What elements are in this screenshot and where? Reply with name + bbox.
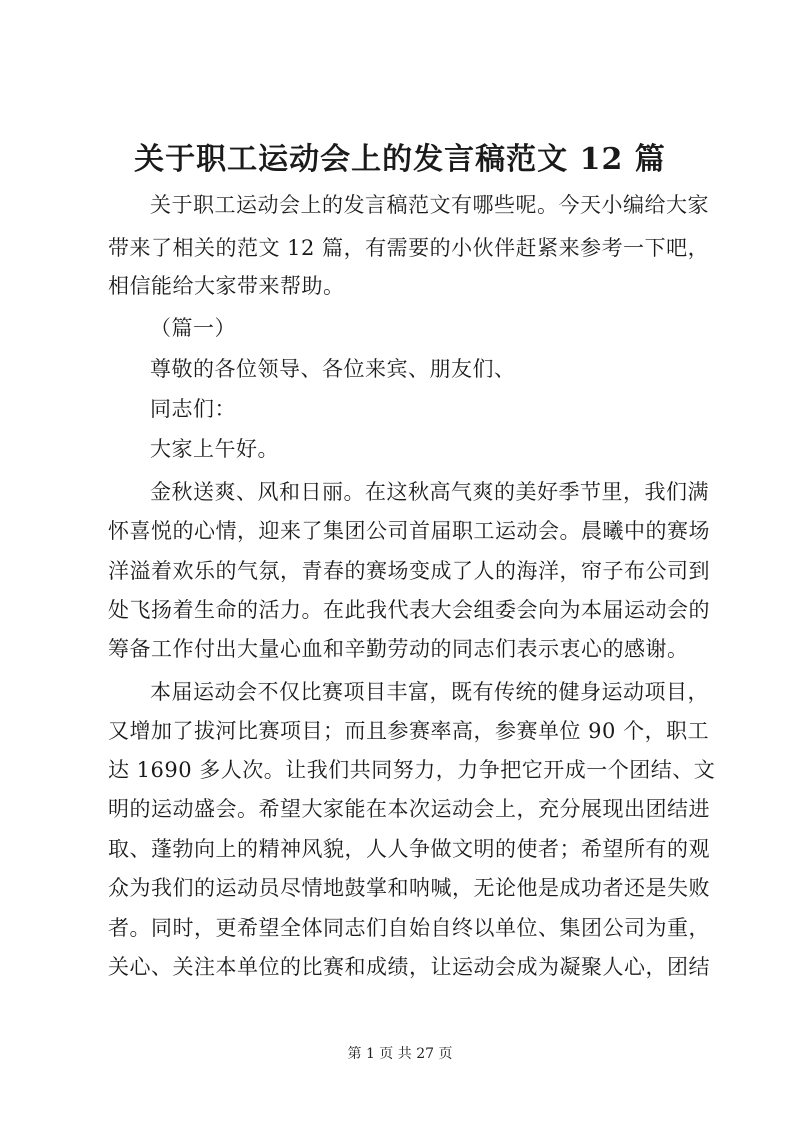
greeting-line: 大家上午好。	[150, 437, 279, 461]
paragraph-line: 怀喜悦的心情，迎来了集团公司首届职工运动会。晨曦中的赛场	[108, 519, 710, 543]
salutation-line: 尊敬的各位领导、各位来宾、朋友们、	[150, 357, 516, 381]
document-title: 关于职工运动会上的发言稿范文 12 篇	[134, 142, 666, 177]
paragraph-line: 本届运动会不仅比赛项目丰富，既有传统的健身运动项目，	[150, 680, 709, 704]
paragraph-line: 达 1690 多人次。让我们共同努力，力争把它开成一个团结、文	[108, 758, 716, 782]
paragraph-line: 金秋送爽、风和日丽。在这秋高气爽的美好季节里，我们满	[150, 480, 709, 504]
page-number-footer: 第 1 页 共 27 页	[347, 1046, 453, 1062]
paragraph-line: 取、蓬勃向上的精神风貌，人人争做文明的使者；希望所有的观	[108, 837, 710, 861]
section-heading: （篇一）	[150, 316, 236, 340]
paragraph-line: 关心、关注本单位的比赛和成绩，让运动会成为凝聚人心，团结	[108, 955, 710, 979]
paragraph-line: 处飞扬着生命的活力。在此我代表大会组委会向为本届运动会的	[108, 598, 710, 622]
paragraph-line: 众为我们的运动员尽情地鼓掌和呐喊，无论他是成功者还是失败	[108, 876, 710, 900]
paragraph-line: 筹备工作付出大量心血和辛勤劳动的同志们表示衷心的感谢。	[108, 637, 689, 661]
salutation-line: 同志们：	[150, 397, 236, 421]
paragraph-line: 关于职工运动会上的发言稿范文有哪些呢。今天小编给大家	[150, 193, 709, 217]
paragraph-line: 又增加了拔河比赛项目；而且参赛率高，参赛单位 90 个，职工	[108, 719, 710, 743]
paragraph-line: 洋溢着欢乐的气氛，青春的赛场变成了人的海洋，帘子布公司到	[108, 559, 710, 583]
paragraph-line: 带来了相关的范文 12 篇，有需要的小伙伴赶紧来参考一下吧，	[108, 236, 710, 260]
paragraph-line: 明的运动盛会。希望大家能在本次运动会上，充分展现出团结进	[108, 797, 710, 821]
paragraph-line: 相信能给大家带来帮助。	[108, 274, 345, 298]
paragraph-line: 者。同时，更希望全体同志们自始自终以单位、集团公司为重，	[108, 916, 710, 940]
